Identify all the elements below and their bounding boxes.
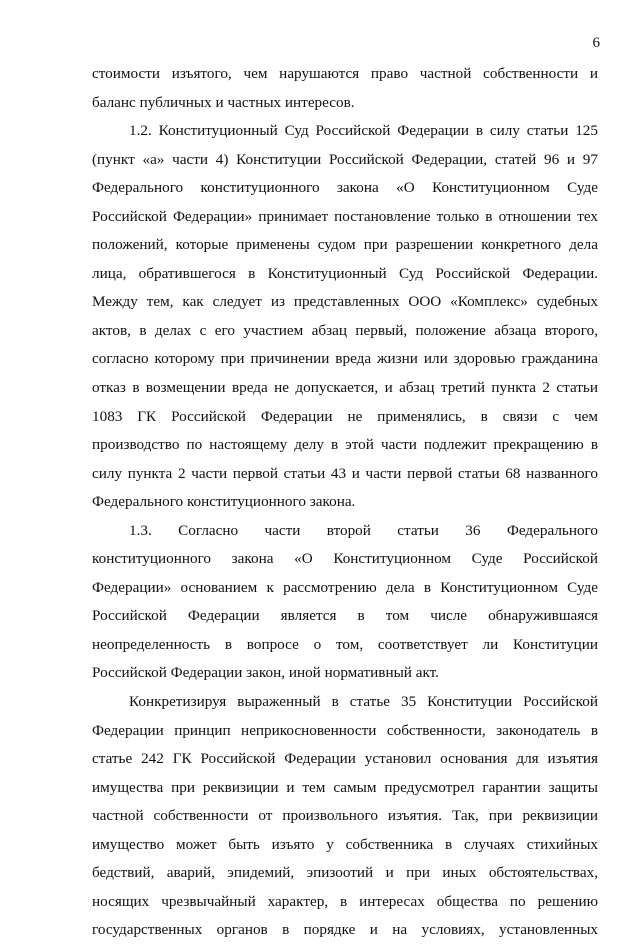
text-line: конституционного закона «О Конституционном Суде Российской [92,550,598,568]
text-line: производство по настоящему делу в этой части подлежит прекращению в [92,436,598,454]
text-line: имущества при реквизиции и тем самым предусмотрел гарантии защиты [92,778,598,796]
text-line: Российской Федерации является в том числе обнаружившаяся [92,607,598,625]
text-line: 1.3. Согласно части второй статьи 36 Федерального [129,521,598,539]
body-text [92,60,598,945]
text-line: бедствий, аварий, эпидемий, эпизоотий и при иных обстоятельствах, [92,864,598,882]
text-line: статье 242 ГК Российской Федерации установил основания для изъятия [92,750,598,768]
text-line: Федерации» основанием к рассмотрению дела в Конституционном Суде [92,578,598,596]
text-line: положений, которые применены судом при разрешении конкретного дела [92,236,598,254]
text-line: Российской Федерации» принимает постановление только в отношении тех [92,207,598,225]
text-line: 1.2. Конституционный Суд Российской Федерации в силу статьи 125 [129,122,598,140]
text-line: носящих чрезвычайный характер, в интересах общества по решению [92,892,598,910]
text-line: силу пункта 2 части первой статьи 43 и части первой статьи 68 названного [92,464,598,482]
text-line: Конкретизируя выраженный в статье 35 Конституции Российской [129,693,598,711]
text-line: Федерации принцип неприкосновенности собственности, законодатель в [92,721,598,739]
text-line: 1083 ГК Российской Федерации не применялись, в связи с чем [92,407,598,425]
text-line: Между тем, как следует из представленных ООО «Комплекс» судебных [92,293,598,311]
text-line: отказ в возмещении вреда не допускается, и абзац третий пункта 2 статьи [92,379,598,397]
text-line: имущество может быть изъято у собственника в случаях стихийных [92,835,598,853]
text-line: актов, в делах с его участием абзац первый, положение абзаца второго, [92,321,598,339]
text-line: стоимости изъятого, чем нарушаются право частной собственности и [92,65,598,82]
text-line: частной собственности от произвольного изъятия. Так, при реквизиции [92,807,598,825]
text-line: Российской Федерации закон, иной нормативный акт. [92,664,439,682]
text-line: баланс публичных и частных интересов. [92,93,355,111]
text-line: Федерального конституционного закона. [92,493,356,511]
page-number: 6 [592,35,600,51]
text-line: согласно которому при причинении вреда жизни или здоровью гражданина [92,350,598,368]
text-line: лица, обратившегося в Конституционный Суд Российской Федерации. [92,264,598,282]
text-line: (пункт «а» части 4) Конституции Российской Федерации, статей 96 и 97 [92,150,598,168]
text-line: неопределенность в вопросе о том, соответствует ли Конституции [92,635,598,653]
text-line: Федерального конституционного закона «О Конституционном Суде [92,179,598,197]
text-line: государственных органов в порядке и на условиях, установленных [92,921,598,939]
